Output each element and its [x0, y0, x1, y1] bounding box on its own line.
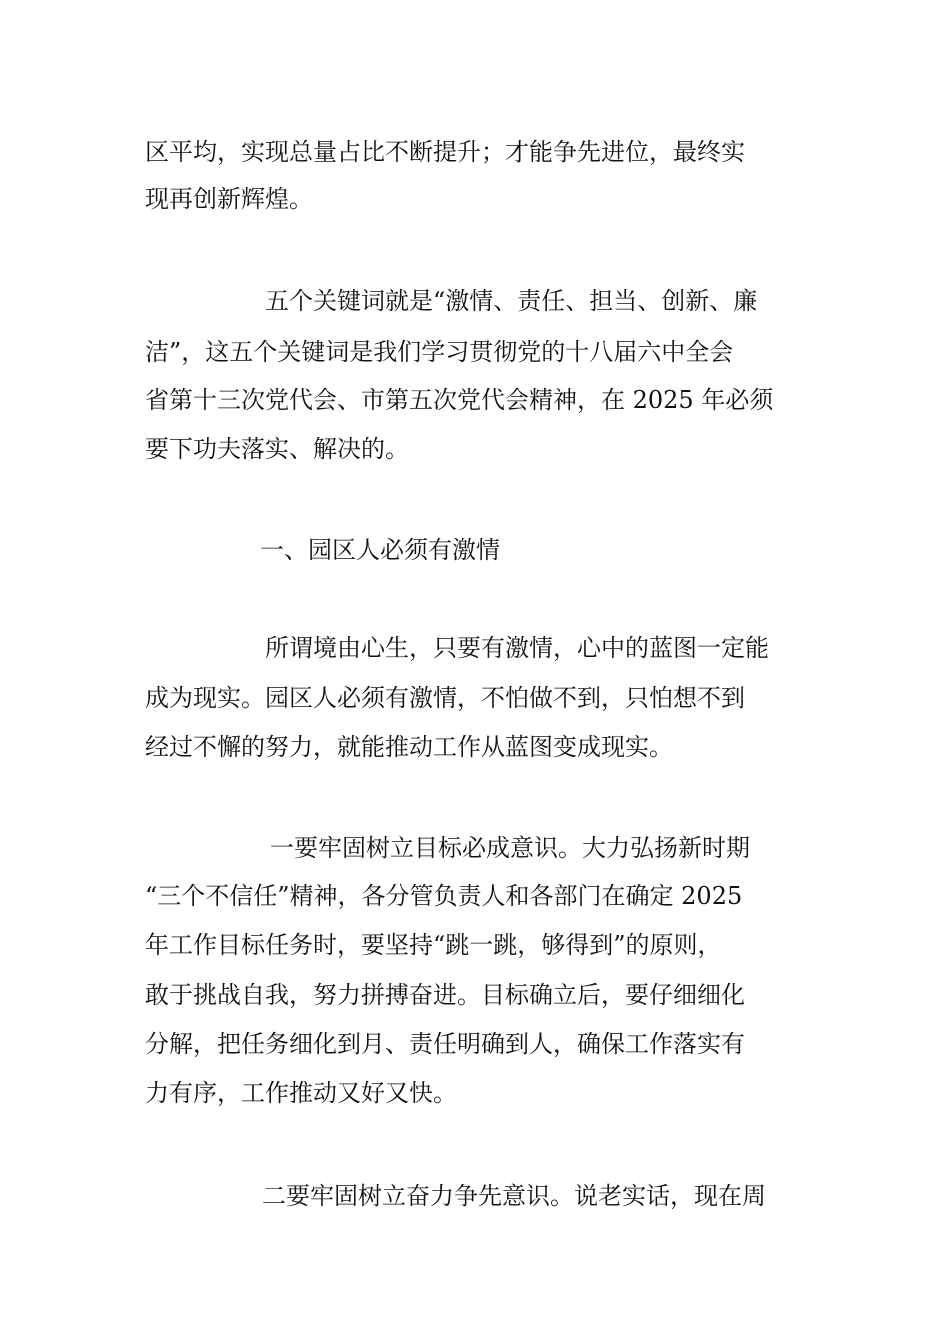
text-line: 二要牢固树立奋力争先意识。说老实话，现在周	[262, 1182, 766, 1210]
text-line: 要下功夫落实、解决的。	[145, 435, 409, 463]
text-line: “三个不信任”精神，各分管负责人和各部门在确定 2025	[145, 882, 743, 910]
text-line: 现再创新辉煌。	[145, 185, 313, 213]
text-line: 五个关键词就是“激情、责任、担当、创新、廉	[265, 287, 758, 315]
text-line: 区平均，实现总量占比不断提升；才能争先进位，最终实	[145, 138, 745, 166]
text-line: 成为现实。园区人必须有激情，不怕做不到，只怕想不到	[145, 684, 745, 712]
text-line: 分解，把任务细化到月、责任明确到人，确保工作落实有	[145, 1030, 745, 1058]
text-line: 所谓境由心生，只要有激情，心中的蓝图一定能	[265, 634, 769, 662]
text-line: 一要牢固树立目标必成意识。大力弘扬新时期	[270, 834, 750, 862]
text-line: 敢于挑战自我，努力拼搏奋进。目标确立后，要仔细细化	[145, 981, 745, 1009]
text-line: 洁”，这五个关键词是我们学习贯彻党的十八届六中全会	[145, 338, 734, 366]
text-line: 经过不懈的努力，就能推动工作从蓝图变成现实。	[145, 733, 673, 761]
section-heading: 一、园区人必须有激情	[260, 536, 500, 564]
text-line: 力有序，工作推动又好又快。	[145, 1079, 457, 1107]
text-line: 年工作目标任务时，要坚持“跳一跳，够得到”的原则，	[145, 931, 722, 959]
text-line: 省第十三次党代会、市第五次党代会精神，在 2025 年必须	[145, 386, 774, 414]
